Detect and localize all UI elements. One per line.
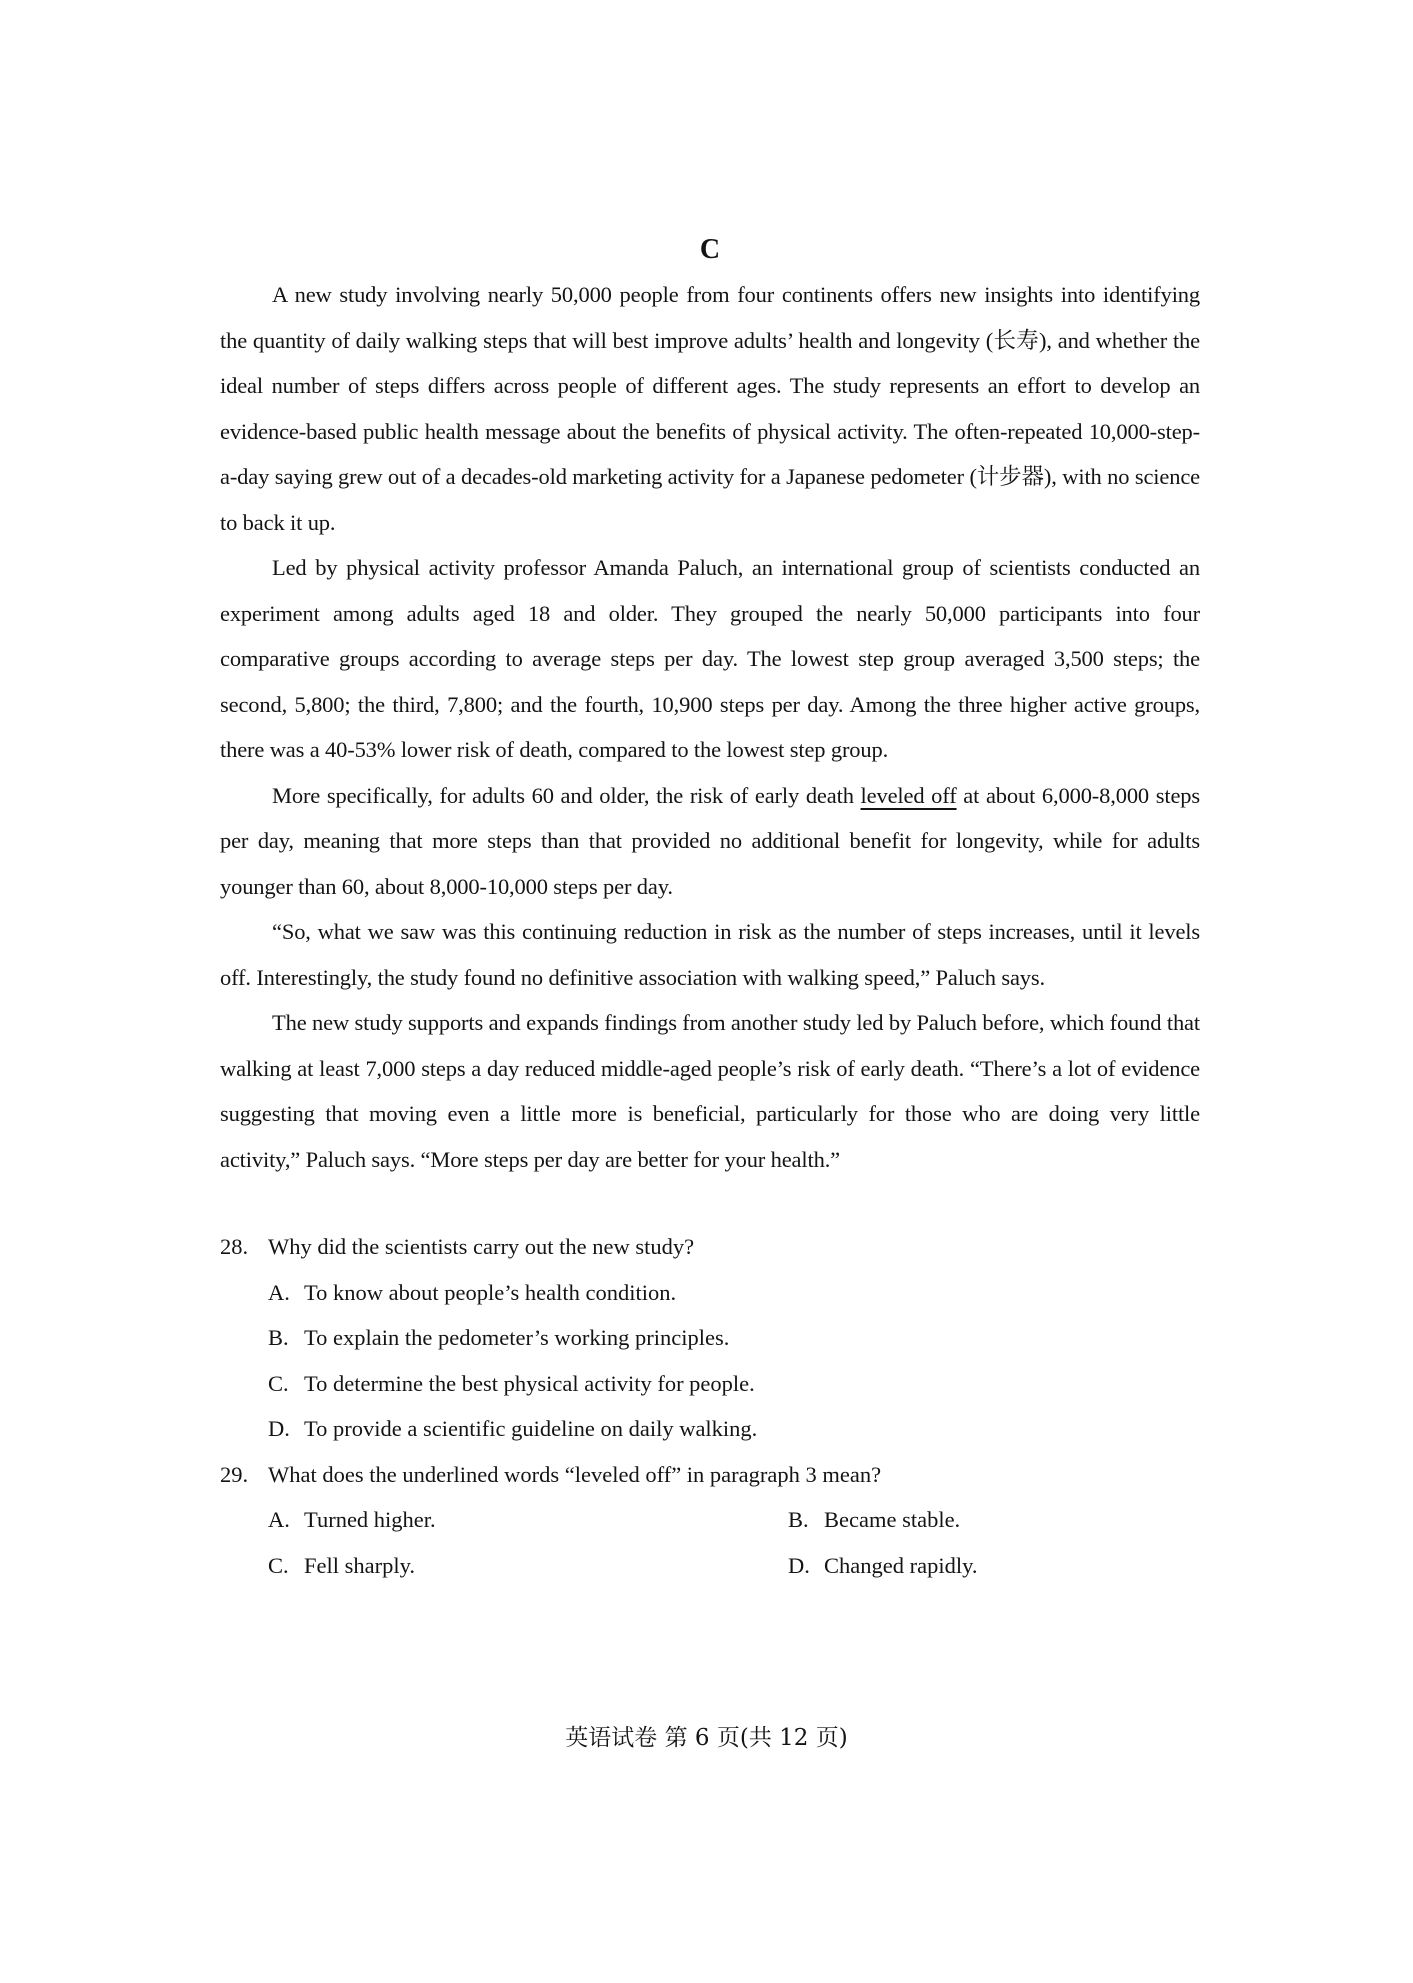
option-d[interactable] [788, 1543, 1200, 1589]
passage-paragraph-2: Led by physical activity professor Amanda Paluch, an international group of scientists conducted an experiment among adults aged 18 and older. They grouped the nearly 50,000 participants into four comparative groups according to average steps per day. The lowest step group averaged 3,500 steps; the second, 5,800; the third, 7,800; and the fourth, 10,900 steps per day. Among the three higher active groups, there was a 40-53% lower risk of death, compared to the lowest step group. [220, 555, 1200, 762]
option-letter: D. [268, 1416, 290, 1441]
option-c[interactable] [268, 1361, 1200, 1407]
option-text: To provide a scientific guideline on daily walking. [304, 1416, 758, 1441]
option-letter: A. [268, 1507, 290, 1532]
passage-paragraph-3 [220, 773, 1200, 910]
answer-options [220, 1270, 1200, 1452]
question-28 [220, 1224, 1200, 1452]
option-c[interactable] [268, 1543, 788, 1589]
option-text: To know about people’s health condition. [304, 1279, 677, 1305]
passage-paragraph-1: A new study involving nearly 50,000 people from four continents offers new insights into identifying the quantity of daily walking steps that will best improve adults’ health and longevity (长寿), and whether the ideal number of steps differs across people of different ages. The study represents an effort to develop an evidence-based public health message about the benefits of physical activity. The often-repeated 10,000-step-a-day saying grew out of a decades-old marketing activity for a Japanese pedometer (计步器), with no science to back it up. [220, 282, 1200, 535]
option-letter: D. [788, 1552, 810, 1578]
question-number: 28. [220, 1234, 249, 1259]
paragraph-3-text-after: at about 6,000-8,000 steps per day, meaning that more steps than that provided no additional benefit for longevity, while for adults younger than 60, about 8,000-10,000 steps per day. [220, 782, 1200, 899]
question-text: Why did the scientists carry out the new study? [268, 1234, 695, 1259]
question-number: 29. [220, 1461, 249, 1487]
answer-options [220, 1497, 1200, 1588]
option-letter: B. [788, 1507, 809, 1532]
passage-paragraph-5: The new study supports and expands findings from another study led by Paluch before, which found that walking at least 7,000 steps a day reduced middle-aged people’s risk of early death. “There’s a lot of evidence suggesting that moving even a little more is beneficial, particularly for those who are doing very little activity,” Paluch says. “More steps per day are better for your health.” [220, 1010, 1200, 1172]
exam-page [220, 232, 1200, 1588]
option-text: Turned higher. [304, 1507, 436, 1532]
question-stem [220, 1452, 1200, 1498]
option-a[interactable] [268, 1497, 788, 1543]
option-text: Fell sharply. [304, 1552, 416, 1578]
option-d[interactable] [268, 1406, 1200, 1452]
option-a[interactable] [268, 1270, 1200, 1316]
option-text: To determine the best physical activity for people. [304, 1370, 755, 1396]
option-b[interactable] [788, 1497, 1200, 1543]
option-letter: B. [268, 1325, 289, 1350]
passage-paragraph-4: “So, what we saw was this continuing reduction in risk as the number of steps increases, until it levels off. Interestingly, the study found no definitive association with walking speed,” Paluch says. [220, 919, 1200, 990]
option-text: To explain the pedometer’s working principles. [304, 1325, 730, 1350]
underlined-phrase: leveled off [860, 782, 957, 808]
question-text: What does the underlined words “leveled off” in paragraph 3 mean? [268, 1461, 882, 1487]
option-letter: C. [268, 1552, 289, 1578]
page-footer: 英语试卷 第 6 页(共 12 页) [565, 1725, 848, 1751]
questions-section [220, 1224, 1200, 1588]
option-text: Became stable. [824, 1507, 961, 1532]
option-letter: C. [268, 1370, 289, 1396]
question-stem [220, 1224, 1200, 1270]
option-letter: A. [268, 1279, 290, 1305]
paragraph-3-text-before: More specifically, for adults 60 and older, the risk of early death [272, 782, 861, 808]
option-text: Changed rapidly. [824, 1552, 978, 1578]
question-29 [220, 1452, 1200, 1589]
reading-passage [220, 272, 1200, 1182]
option-b[interactable] [268, 1315, 1200, 1361]
section-title: C [699, 234, 721, 265]
